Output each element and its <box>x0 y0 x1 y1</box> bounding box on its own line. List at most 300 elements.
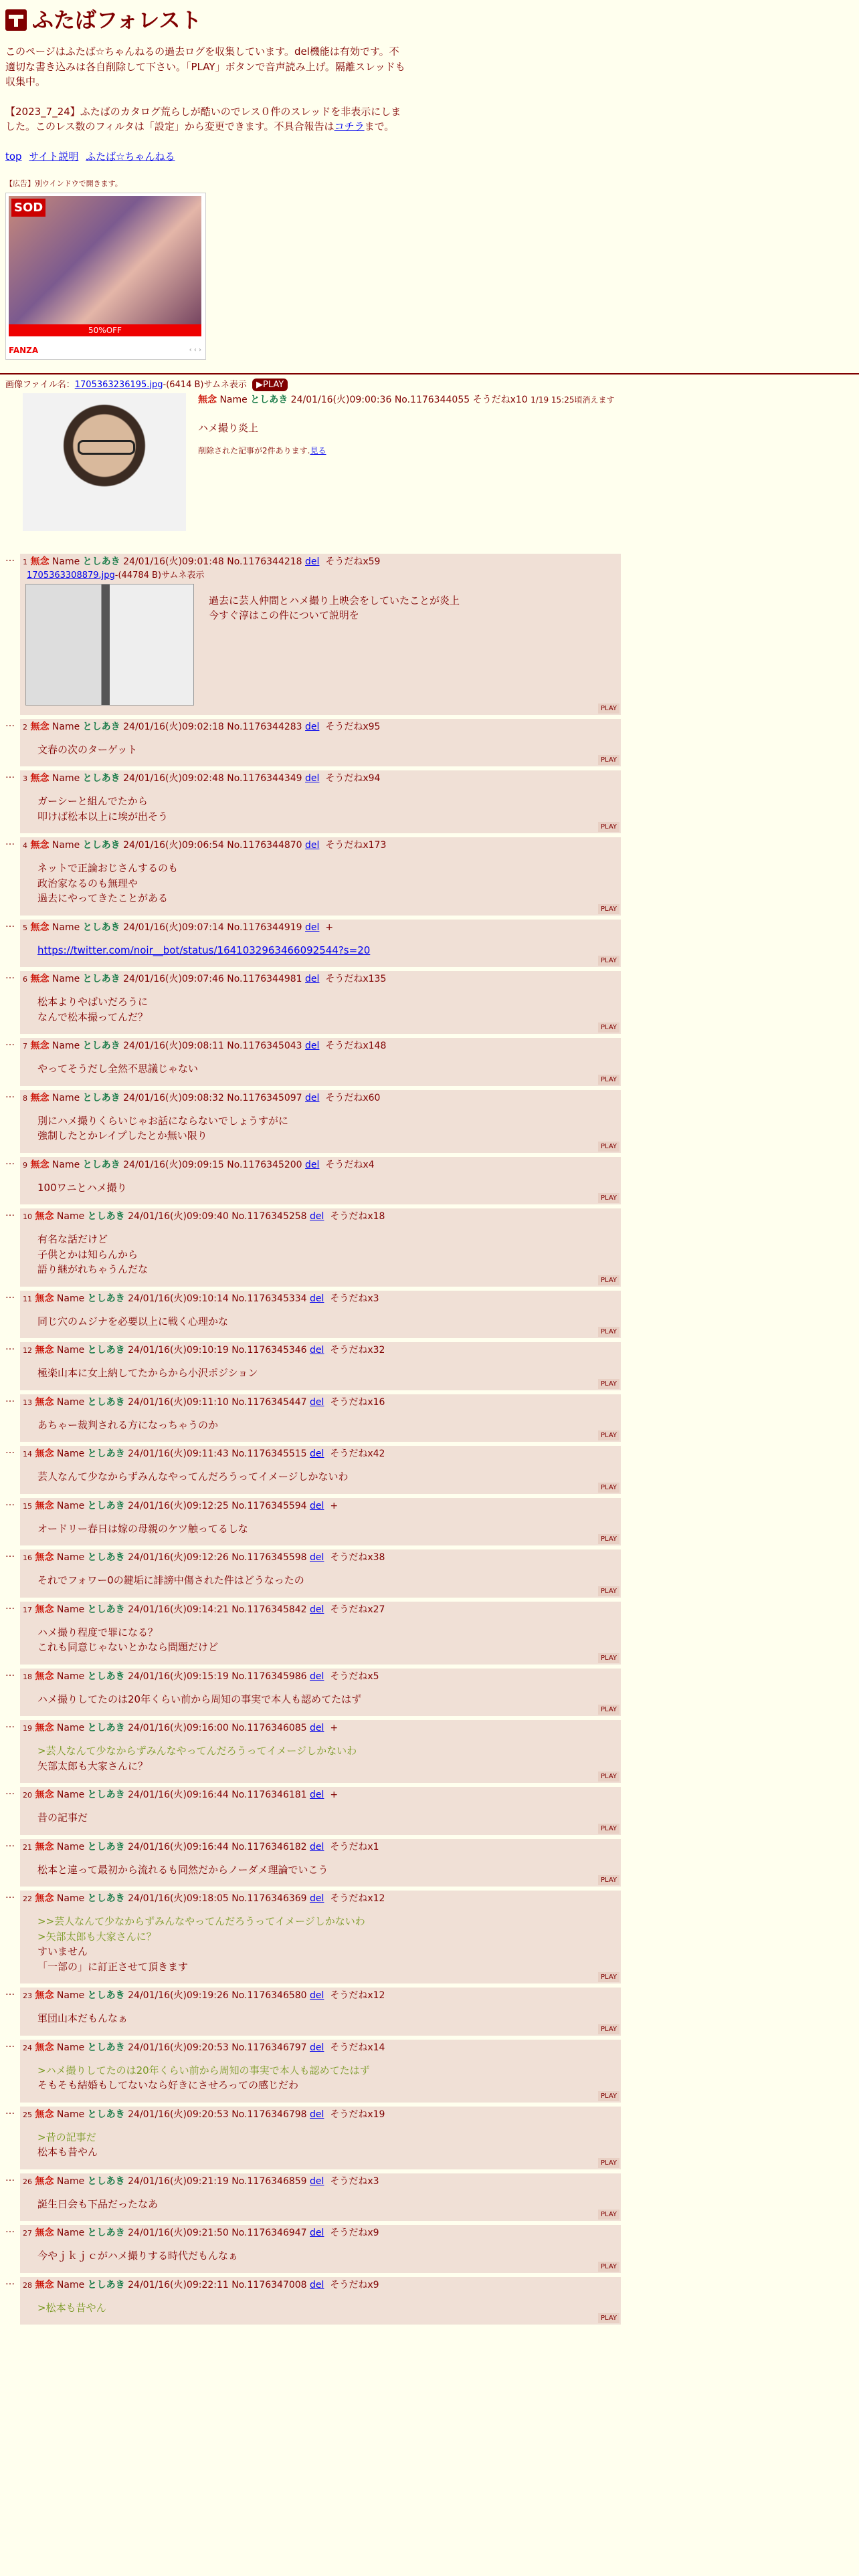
soudane-button[interactable]: + <box>325 922 334 933</box>
reply-name: としあき <box>82 1092 120 1103</box>
reply-play-button[interactable]: PLAY <box>598 1023 619 1033</box>
reply-date: 24/01/16(火)09:18:05 <box>128 1893 229 1904</box>
del-link[interactable]: del <box>305 922 320 933</box>
reply-marker: … <box>5 2172 15 2183</box>
reply-play-button[interactable]: PLAY <box>598 1430 619 1440</box>
reply-play-button[interactable]: PLAY <box>598 2313 619 2323</box>
reply-play-button[interactable]: PLAY <box>598 2158 619 2168</box>
reply-number[interactable]: No.1176346580 <box>231 1990 307 2001</box>
reply-box <box>20 1038 621 1086</box>
del-link[interactable]: del <box>305 974 320 984</box>
reply-name: としあき <box>82 556 120 567</box>
soudane-button[interactable]: そうだねx32 <box>330 1345 385 1356</box>
reply-play-button[interactable]: PLAY <box>598 1327 619 1337</box>
reply-text-line: 子供とかは知らんから <box>37 1248 138 1261</box>
del-link[interactable]: del <box>310 2109 324 2120</box>
reply-text-line: 松本も昔やん <box>37 2146 98 2158</box>
reply-name: としあき <box>87 1723 125 1733</box>
reply-name-label: Name <box>52 840 80 851</box>
reply-play-button[interactable]: PLAY <box>598 1275 619 1285</box>
reply-subject: 無念 <box>30 1159 50 1170</box>
reply-number[interactable]: No.1176345594 <box>231 1500 307 1511</box>
reply-marker: … <box>5 1987 15 1998</box>
del-link[interactable]: del <box>305 721 320 732</box>
reply-number[interactable]: No.1176345043 <box>227 1041 302 1051</box>
reply-index: 15 <box>23 1501 32 1511</box>
soudane-button[interactable]: そうだねx59 <box>325 556 381 567</box>
reply-box <box>20 1549 621 1598</box>
reply-box <box>20 1787 621 1835</box>
reply-text <box>37 2063 618 2093</box>
reply-marker: … <box>5 2276 15 2287</box>
reply-name: としあき <box>82 922 120 933</box>
reply-text <box>37 742 618 758</box>
del-link[interactable]: del <box>310 1293 324 1304</box>
reply-number[interactable]: No.1176344283 <box>227 721 302 732</box>
del-link[interactable]: del <box>305 1041 320 1051</box>
del-link[interactable]: del <box>310 2228 324 2238</box>
soudane-button[interactable]: そうだねx1 <box>330 1841 379 1852</box>
soudane-button[interactable]: そうだねx3 <box>330 1293 379 1304</box>
del-link[interactable]: del <box>310 1500 324 1511</box>
intro-text-2 <box>5 104 407 134</box>
soudane-button[interactable]: そうだねx60 <box>325 1092 381 1103</box>
reply-play-button[interactable]: PLAY <box>598 1824 619 1834</box>
reply <box>5 1446 621 1494</box>
reply-name-label: Name <box>52 556 80 567</box>
reply-text <box>37 2248 618 2264</box>
del-link[interactable]: del <box>310 1345 324 1356</box>
reply-name: としあき <box>87 1448 125 1459</box>
reply-text <box>37 2300 618 2316</box>
reply-text <box>37 943 618 958</box>
reply-name: としあき <box>82 1041 120 1051</box>
reply-text <box>37 794 618 824</box>
reply-number[interactable]: No.1176345200 <box>227 1159 302 1170</box>
reply-number[interactable]: No.1176345986 <box>231 1671 307 1682</box>
reply-text-line: ガーシーと組んでたから <box>37 795 148 807</box>
reply-marker: … <box>5 1497 15 1508</box>
reply-name-label: Name <box>56 1604 85 1615</box>
reply-date: 24/01/16(火)09:14:21 <box>128 1604 229 1615</box>
reply-index: 10 <box>23 1212 32 1221</box>
ad-banner[interactable] <box>5 193 206 360</box>
reply-text-line: 軍団山本だもんなぁ <box>37 2012 128 2024</box>
reply-file-link[interactable]: 1705363308879.jpg <box>27 570 115 580</box>
reply-name-label: Name <box>56 1396 85 1408</box>
reply-play-button[interactable]: PLAY <box>598 755 619 765</box>
soudane-button[interactable]: そうだねx9 <box>330 2279 379 2290</box>
soudane-button[interactable]: そうだねx16 <box>330 1396 385 1408</box>
soudane-button[interactable]: そうだねx19 <box>330 2109 385 2120</box>
reply-text-line: これも同意じゃないとかなら問題だけど <box>37 1641 219 1653</box>
reply-play-button[interactable]: PLAY <box>598 1075 619 1085</box>
soudane-button[interactable]: そうだねx5 <box>330 1671 379 1682</box>
del-link[interactable]: del <box>310 1604 324 1615</box>
nav-about-link[interactable]: サイト説明 <box>29 150 79 163</box>
soudane-button[interactable]: そうだねx42 <box>330 1448 385 1459</box>
soudane-button[interactable]: そうだねx14 <box>330 2042 385 2053</box>
reply-number[interactable]: No.1176344919 <box>227 922 302 933</box>
reply-number[interactable]: No.1176344981 <box>227 974 302 984</box>
ad-sod-logo: SOD <box>11 199 45 217</box>
reply-name: としあき <box>87 2228 125 2238</box>
reply-number[interactable]: No.1176346182 <box>231 1841 307 1852</box>
reply-play-button[interactable]: PLAY <box>598 1483 619 1493</box>
reply-text-line: すいません <box>37 1945 88 1957</box>
reply-play-button[interactable]: PLAY <box>598 1772 619 1782</box>
del-link[interactable]: del <box>310 1841 324 1852</box>
reply-text <box>37 1692 618 1707</box>
reply-marker: … <box>5 2038 15 2050</box>
del-link[interactable]: del <box>310 1893 324 1904</box>
reply-play-button[interactable]: PLAY <box>598 822 619 832</box>
reply-number[interactable]: No.1176345334 <box>231 1293 307 1304</box>
reply-text-line: 同じ穴のムジナを必要以上に戦く心理かな <box>37 1315 229 1327</box>
soudane-button[interactable]: + <box>330 1500 339 1511</box>
reply-subject: 無念 <box>30 1092 50 1103</box>
reply-meta <box>23 1091 618 1105</box>
op-play-button[interactable]: ▶PLAY <box>252 379 288 392</box>
reply-name-label: Name <box>56 2042 85 2053</box>
reply-meta <box>23 2041 618 2055</box>
reply-date: 24/01/16(火)09:20:53 <box>128 2109 229 2120</box>
reply-number[interactable]: No.1176346085 <box>231 1723 307 1733</box>
soudane-button[interactable]: そうだねx135 <box>325 974 387 984</box>
reply-name: としあき <box>87 1893 125 1904</box>
del-link[interactable]: del <box>305 1159 320 1170</box>
reply-subject: 無念 <box>35 2042 54 2053</box>
reply-number[interactable]: No.1176346181 <box>231 1790 307 1800</box>
reply-text <box>37 1180 618 1196</box>
soudane-button[interactable]: そうだねx12 <box>330 1990 385 2001</box>
reply-play-button[interactable]: PLAY <box>598 1972 619 1982</box>
reply-subject: 無念 <box>35 1345 54 1356</box>
op-deleted-link[interactable]: 見る <box>310 446 326 455</box>
reply-meta <box>23 1447 618 1461</box>
reply-text-line: 今すぐ淳はこの件について説明を <box>209 609 359 621</box>
del-link[interactable]: del <box>305 840 320 851</box>
reply-box <box>20 2040 621 2103</box>
reply-number[interactable]: No.1176346797 <box>231 2042 307 2053</box>
soudane-button[interactable]: そうだねx173 <box>325 840 387 851</box>
op-file-link[interactable]: 1705363236195.jpg <box>74 379 163 390</box>
reply-text-line: 有名な話だけど <box>37 1233 108 1245</box>
reply-subject: 無念 <box>35 2228 54 2238</box>
reply-box <box>20 770 621 833</box>
nav-futaba-link[interactable]: ふたば☆ちゃんねる <box>86 150 175 163</box>
reply-date: 24/01/16(火)09:08:32 <box>123 1092 224 1103</box>
reply-name-label: Name <box>52 773 80 784</box>
reply-name-label: Name <box>56 2279 85 2290</box>
reply-date: 24/01/16(火)09:02:48 <box>123 773 224 784</box>
reply-text-line: 矢部太郎も大家さんに？ <box>37 1759 149 1772</box>
del-link[interactable]: del <box>305 556 320 567</box>
del-link[interactable]: del <box>310 1723 324 1733</box>
del-link[interactable]: del <box>305 773 320 784</box>
reply-marker: … <box>5 918 15 930</box>
reply-file-line <box>27 569 618 582</box>
reply-play-button[interactable]: PLAY <box>598 2210 619 2220</box>
del-link[interactable]: del <box>310 1448 324 1459</box>
reply-number[interactable]: No.1176345447 <box>231 1396 307 1408</box>
reply-play-button[interactable]: PLAY <box>598 1142 619 1152</box>
reply-subject: 無念 <box>35 2279 54 2290</box>
reply-play-button[interactable]: PLAY <box>598 2024 619 2034</box>
del-link[interactable]: del <box>310 1790 324 1800</box>
reply-index: 17 <box>23 1605 32 1614</box>
reply-number[interactable]: No.1176345258 <box>231 1211 307 1222</box>
reply-text <box>37 1743 618 1774</box>
reply-name: としあき <box>82 840 120 851</box>
reply-text-line: ハメ撮り程度で罪になる？ <box>37 1626 159 1638</box>
reply-date: 24/01/16(火)09:11:43 <box>128 1448 229 1459</box>
soudane-button[interactable]: そうだねx94 <box>325 773 381 784</box>
reply-text <box>37 1625 618 1655</box>
reply-number[interactable]: No.1176344218 <box>227 556 302 567</box>
reply-date: 24/01/16(火)09:02:18 <box>123 721 224 732</box>
reply-index: 24 <box>23 2043 32 2052</box>
reply-number[interactable]: No.1176345598 <box>231 1552 307 1563</box>
reply-meta <box>23 772 618 786</box>
reply-name: としあき <box>87 1396 125 1408</box>
reply-meta <box>23 2108 618 2122</box>
reply-play-button[interactable]: PLAY <box>598 2091 619 2101</box>
del-link[interactable]: del <box>310 1552 324 1563</box>
soudane-button[interactable]: そうだねx38 <box>330 1552 385 1563</box>
op-soudane[interactable]: そうだねx10 <box>472 394 528 405</box>
reply-play-button[interactable]: PLAY <box>598 1534 619 1544</box>
reply-marker: … <box>5 1445 15 1456</box>
page-title[interactable]: ふたばフォレスト <box>32 7 202 33</box>
reply-text <box>37 1418 618 1433</box>
reply-box <box>20 1446 621 1494</box>
reply-subject: 無念 <box>35 1990 54 2001</box>
reply-play-button[interactable]: PLAY <box>598 1586 619 1596</box>
reply-text <box>37 1113 618 1144</box>
reply-date: 24/01/16(火)09:19:26 <box>128 1990 229 2001</box>
reply-number[interactable]: No.1176345842 <box>231 1604 307 1615</box>
reply <box>5 920 621 968</box>
reply-text <box>209 593 460 706</box>
soudane-button[interactable]: そうだねx18 <box>330 1211 385 1222</box>
reply-marker: … <box>5 1208 15 1218</box>
reply-text <box>37 994 618 1025</box>
reply-text-line: オードリー春日は嫁の母親のケツ触ってるしな <box>37 1522 248 1535</box>
reply-play-button[interactable]: PLAY <box>598 1705 619 1715</box>
reply-index: 16 <box>23 1553 32 1562</box>
reply-name: としあき <box>87 2175 125 2187</box>
reply-date: 24/01/16(火)09:21:50 <box>128 2228 229 2238</box>
reply <box>5 1891 621 1983</box>
reply-play-button[interactable]: PLAY <box>598 956 619 966</box>
reply-thumbnail[interactable] <box>25 584 194 706</box>
reply-text-line: 誕生日会も下品だったなあ <box>37 2197 159 2210</box>
reply-text <box>37 1521 618 1537</box>
reply <box>5 1787 621 1835</box>
del-link[interactable]: del <box>305 1092 320 1103</box>
reply-marker: … <box>5 1600 15 1612</box>
reply-name-label: Name <box>56 2175 85 2187</box>
reply <box>5 2225 621 2273</box>
reply-text <box>37 861 618 906</box>
reply-box <box>20 1090 621 1153</box>
reply-marker: … <box>5 837 15 847</box>
reply <box>5 1394 621 1442</box>
reply-meta <box>23 1210 618 1224</box>
del-link[interactable]: del <box>310 1396 324 1408</box>
soudane-button[interactable]: + <box>330 1723 339 1733</box>
reply-name: としあき <box>87 2042 125 2053</box>
reply-number[interactable]: No.1176345097 <box>227 1092 302 1103</box>
del-link[interactable]: del <box>310 2279 324 2290</box>
op-deleted-text: 削除された記事が2件あります. <box>198 446 310 455</box>
reply-name-label: Name <box>56 1448 85 1459</box>
reply-play-button[interactable]: PLAY <box>598 1653 619 1663</box>
reply-date: 24/01/16(火)09:09:40 <box>128 1211 229 1222</box>
reply-number[interactable]: No.1176345346 <box>231 1345 307 1356</box>
reply-name-label: Name <box>56 1990 85 2001</box>
reply-play-button[interactable]: PLAY <box>598 1875 619 1885</box>
reply <box>5 1602 621 1665</box>
reply-text-line: それでフォワー0の鍵垢に誹謗中傷された件はどうなったの <box>37 1574 304 1586</box>
reply-text-line: 文春の次のターゲット <box>37 743 138 756</box>
soudane-button[interactable]: そうだねx3 <box>330 2175 379 2187</box>
op-post <box>0 379 859 526</box>
reply-number[interactable]: No.1176346859 <box>231 2175 307 2187</box>
reply-text-line: 過去に芸人仲間とハメ撮り上映会をしていたことが炎上 <box>209 594 460 607</box>
reply-meta <box>23 1039 618 1053</box>
reply-box <box>20 920 621 968</box>
reply-meta <box>23 1158 618 1172</box>
reply-play-button[interactable]: PLAY <box>598 704 619 714</box>
reply-text <box>37 1810 618 1826</box>
reply-number[interactable]: No.1176346798 <box>231 2109 307 2120</box>
reply-text <box>37 2011 618 2026</box>
reply-box <box>20 719 621 767</box>
reply-play-button[interactable]: PLAY <box>598 904 619 914</box>
reply-meta <box>23 2278 618 2292</box>
reply-name: としあき <box>87 1990 125 2001</box>
reply-name: としあき <box>82 773 120 784</box>
reply-index: 19 <box>23 1724 32 1733</box>
reply-number[interactable]: No.1176344870 <box>227 840 302 851</box>
reply-marker: … <box>5 1289 15 1301</box>
reply-play-button[interactable]: PLAY <box>598 1379 619 1389</box>
op-number[interactable]: No.1176344055 <box>394 394 470 405</box>
op-file-line <box>5 379 854 392</box>
ad-pager-icon[interactable]: ‹ ‹ › <box>189 346 201 354</box>
soudane-button[interactable]: そうだねx148 <box>325 1041 387 1051</box>
nav-top-link[interactable]: top <box>5 150 22 163</box>
reply-subject: 無念 <box>35 1671 54 1682</box>
reply-text-line: 100ワニとハメ撮り <box>37 1181 127 1194</box>
reply-number[interactable]: No.1176344349 <box>227 773 302 784</box>
reply-date: 24/01/16(火)09:21:19 <box>128 2175 229 2187</box>
soudane-button[interactable]: そうだねx95 <box>325 721 381 732</box>
soudane-button[interactable]: + <box>330 1790 339 1800</box>
reply-number[interactable]: No.1176346947 <box>231 2228 307 2238</box>
site-logo-icon[interactable] <box>5 9 27 31</box>
reply-text-line: 政治家なるのも無理や <box>37 877 138 889</box>
reply-box <box>20 2173 621 2222</box>
reply-meta <box>23 1499 618 1513</box>
reply-date: 24/01/16(火)09:09:15 <box>123 1159 224 1170</box>
reply-date: 24/01/16(火)09:20:53 <box>128 2042 229 2053</box>
reply-subject: 無念 <box>35 1211 54 1222</box>
reply-date: 24/01/16(火)09:10:19 <box>128 1345 229 1356</box>
del-link[interactable]: del <box>310 1671 324 1682</box>
site-title <box>5 4 854 36</box>
reply-subject: 無念 <box>35 1790 54 1800</box>
reply-index: 27 <box>23 2229 32 2238</box>
soudane-button[interactable]: そうだねx12 <box>330 1893 385 1904</box>
reply-index: 22 <box>23 1895 32 1903</box>
reply-meta <box>23 1292 618 1306</box>
reply-name-label: Name <box>52 922 80 933</box>
reply-number[interactable]: No.1176347008 <box>231 2279 307 2290</box>
reply-play-button[interactable]: PLAY <box>598 1193 619 1203</box>
reply-meta <box>23 1396 618 1410</box>
reply-index: 14 <box>23 1450 32 1459</box>
reply-date: 24/01/16(火)09:16:44 <box>128 1790 229 1800</box>
reply-text-line: 別にハメ撮りくらいじゃお話にならないでしょうすがに <box>37 1114 289 1127</box>
reply-name: としあき <box>87 1604 125 1615</box>
reply-meta <box>23 720 618 734</box>
del-link[interactable]: del <box>310 1211 324 1222</box>
reply-date: 24/01/16(火)09:07:14 <box>123 922 224 933</box>
reply-text-line: あちゃー裁判される方になっちゃうのか <box>37 1418 219 1431</box>
reply-number[interactable]: No.1176346369 <box>231 1893 307 1904</box>
reply-box <box>20 971 621 1034</box>
del-link[interactable]: del <box>310 2175 324 2187</box>
reply-subject: 無念 <box>30 922 50 933</box>
soudane-button[interactable]: そうだねx27 <box>330 1604 385 1615</box>
reply-name-label: Name <box>56 1841 85 1852</box>
reply-box <box>20 1498 621 1546</box>
reply-box <box>20 1291 621 1339</box>
reply-number[interactable]: No.1176345515 <box>231 1448 307 1459</box>
reply-meta <box>23 2226 618 2240</box>
reply-play-button[interactable]: PLAY <box>598 2262 619 2272</box>
reply-marker: … <box>5 553 15 564</box>
reply-text <box>37 1914 618 1974</box>
reply-name-label: Name <box>52 1092 80 1103</box>
reply-box <box>20 2277 621 2325</box>
reply <box>5 1498 621 1546</box>
reply-meta <box>23 1603 618 1617</box>
reply-meta <box>23 1551 618 1565</box>
ad-image[interactable] <box>9 196 201 336</box>
intro-text-2-post: まで。 <box>364 120 395 132</box>
reply <box>5 837 621 916</box>
reply-marker: … <box>5 1341 15 1352</box>
soudane-button[interactable]: そうだねx4 <box>325 1159 375 1170</box>
reply-name: としあき <box>87 2279 125 2290</box>
soudane-button[interactable]: そうだねx9 <box>330 2228 379 2238</box>
reply-marker: … <box>5 1393 15 1404</box>
reply-text-line: そもそも結婚もしてないなら好きにさせろっての感じだわ <box>37 2079 299 2091</box>
reply-link[interactable]: https://twitter.com/noir__bot/status/1641032963466092544?s=20 <box>37 944 371 956</box>
op-thumbnail-detail <box>78 440 135 455</box>
op-thumbnail[interactable] <box>23 393 186 531</box>
report-link[interactable]: コチラ <box>334 120 365 132</box>
del-link[interactable]: del <box>310 1990 324 2001</box>
del-link[interactable]: del <box>310 2042 324 2053</box>
reply-index: 6 <box>23 975 27 984</box>
op-file-size: -(6414 B)サムネ表示 <box>163 379 247 390</box>
reply-subject: 無念 <box>35 1604 54 1615</box>
